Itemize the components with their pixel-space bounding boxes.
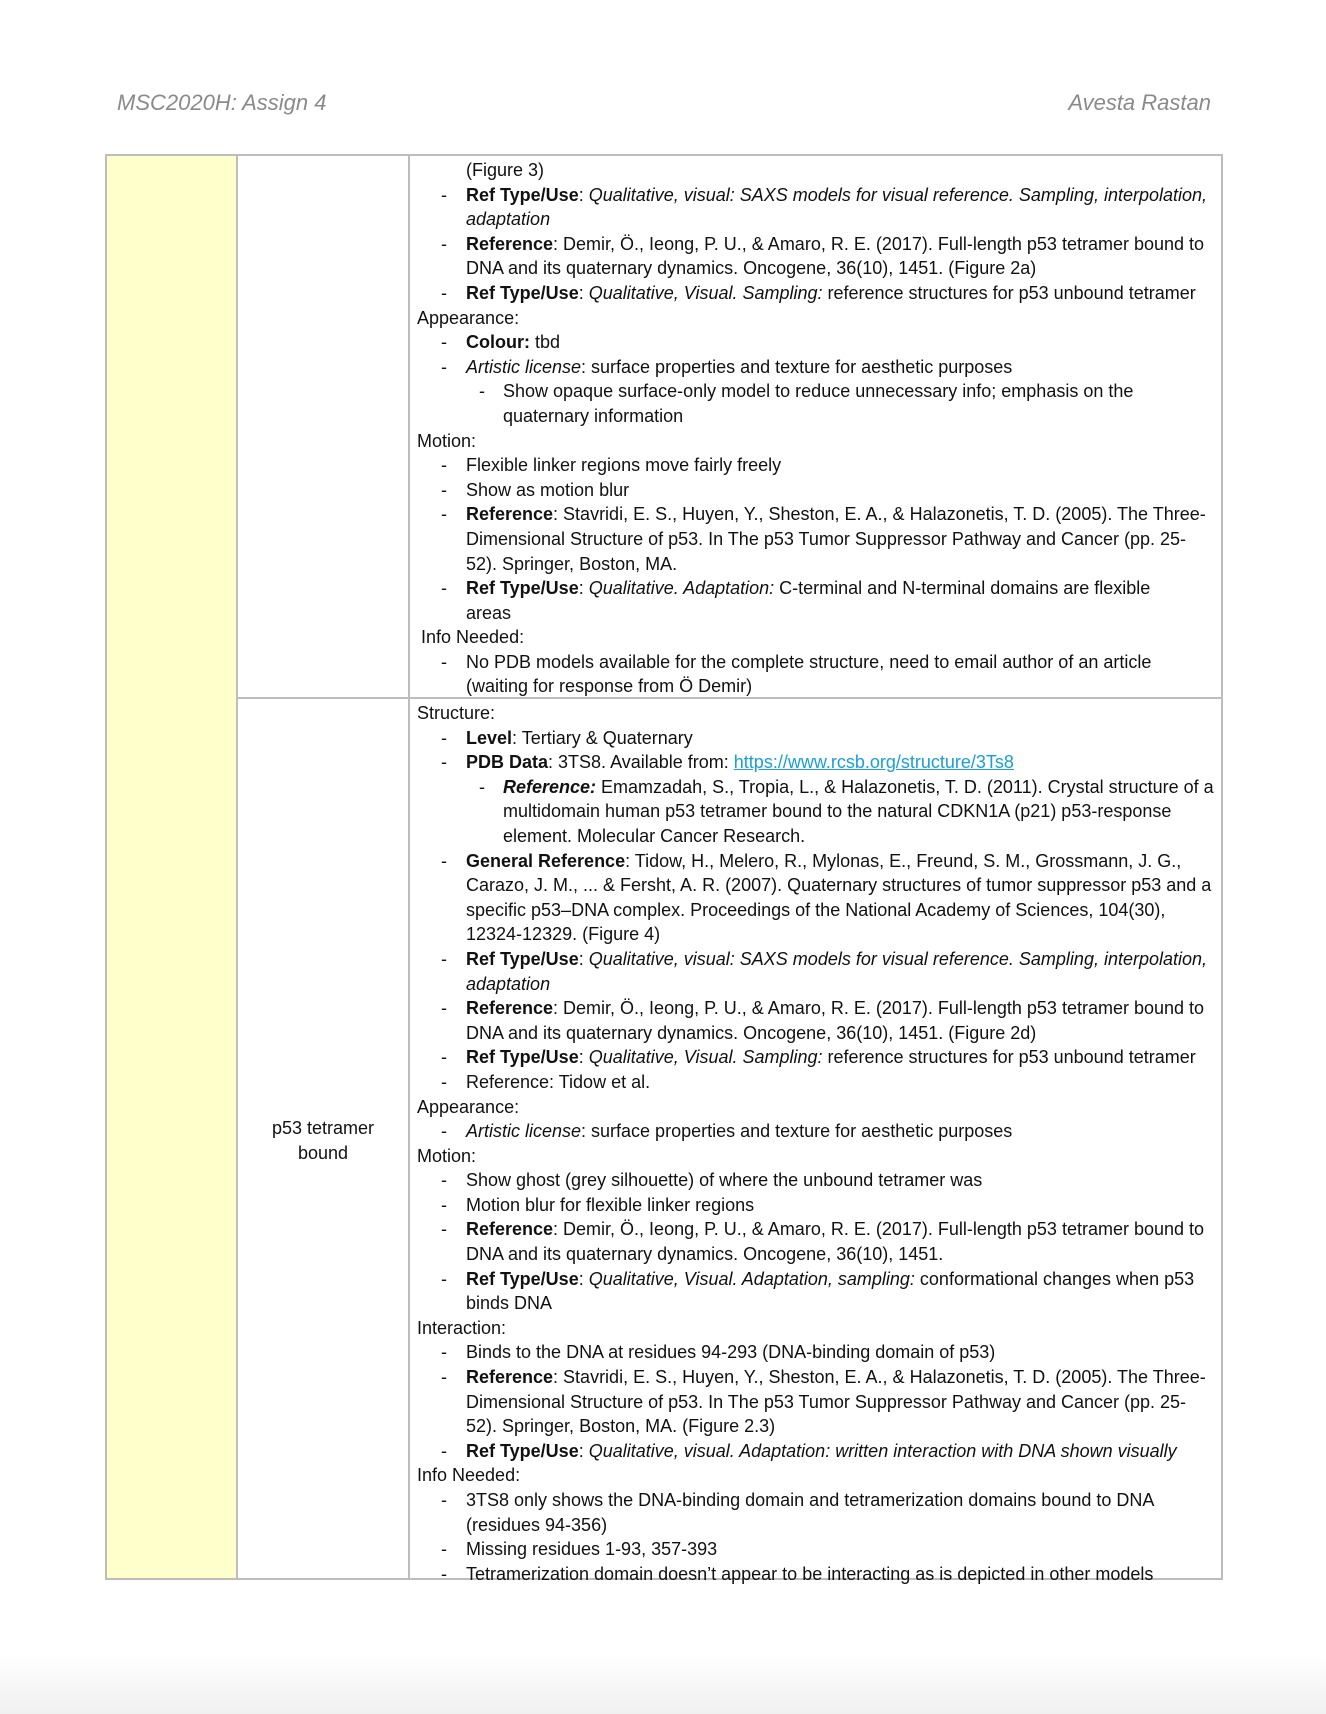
section-heading: Info Needed: — [417, 1465, 521, 1486]
text-line: (waiting for response from Ö Demir) — [466, 676, 753, 697]
list-item: - Ref Type/Use: Qualitative. Adaptation: C-terminal and N-terminal domains are flexible — [417, 576, 1217, 601]
list-item: - Reference: Stavridi, E. S., Huyen, Y., Sheston, E. A., & Halazonetis, T. D. (2005). The Three- — [417, 1365, 1217, 1390]
list-item: - Missing residues 1-93, 357-393 — [417, 1537, 1217, 1562]
list-item: - Reference: Stavridi, E. S., Huyen, Y., Sheston, E. A., & Halazonetis, T. D. (2005). The Three- — [417, 502, 1217, 527]
section-heading: Info Needed: — [421, 627, 525, 648]
text-line: specific p53–DNA complex. Proceedings of the National Academy of Sciences, 104(30), — [466, 899, 1166, 920]
text-line: DNA and its quaternary dynamics. Oncogene, 36(10), 1451. (Figure 2a) — [466, 258, 1037, 279]
sub-list-item: - Reference: Emamzadah, S., Tropia, L., & Halazonetis, T. D. (2011). Crystal structure of a — [417, 775, 1217, 800]
header-course-title: MSC2020H: Assign 4 — [117, 90, 327, 115]
list-item: - Motion blur for flexible linker regions — [417, 1193, 1217, 1218]
sub-list-item: - Show opaque surface-only model to reduce unnecessary info; emphasis on the — [417, 379, 1217, 404]
row-label-line: bound — [297, 1142, 349, 1163]
row-label-p53-tetramer-bound — [236, 1116, 410, 1165]
list-item: - Ref Type/Use: Qualitative, visual: SAXS models for visual reference. Sampling, interpolation, — [417, 183, 1217, 208]
list-item: - Reference: Demir, Ö., Ieong, P. U., & Amaro, R. E. (2017). Full-length p53 tetramer bound to — [417, 1217, 1217, 1242]
text-line: 12324-12329. (Figure 4) — [466, 924, 661, 945]
table-label-column — [236, 156, 410, 1578]
list-item: - Reference: Demir, Ö., Ieong, P. U., & Amaro, R. E. (2017). Full-length p53 tetramer bound to — [417, 996, 1217, 1021]
list-item: - Reference: Tidow et al. — [417, 1070, 1217, 1095]
list-item: - Flexible linker regions move fairly freely — [417, 453, 1217, 478]
section-heading: Appearance: — [417, 307, 520, 328]
list-item: - No PDB models available for the complete structure, need to email author of an article — [417, 650, 1217, 675]
row-label-line: p53 tetramer — [271, 1118, 375, 1138]
text-line: element. Molecular Cancer Research. — [503, 825, 806, 846]
list-item: - Tetramerization domain doesn’t appear to be interacting as is depicted in other models — [417, 1562, 1217, 1587]
text-line: binds DNA — [466, 1293, 553, 1314]
list-item: - Ref Type/Use: Qualitative, Visual. Sampling: reference structures for p53 unbound tetramer — [417, 1045, 1217, 1070]
text-line: Dimensional Structure of p53. In The p53 Tumor Suppressor Pathway and Cancer (pp. 25- — [466, 528, 1187, 549]
text-line: multidomain human p53 tetramer bound to the natural CDKN1A (p21) p53-response — [503, 801, 1172, 822]
text-line: DNA and its quaternary dynamics. Oncogene, 36(10), 1451. — [466, 1244, 944, 1265]
list-item: - Level: Tertiary & Quaternary — [417, 726, 1217, 751]
text-line: quaternary information — [503, 405, 684, 426]
table-color-column — [107, 156, 238, 1578]
text-line: areas — [466, 602, 512, 623]
text-line: Carazo, J. M., ... & Fersht, A. R. (2007). Quaternary structures of tumor suppressor p53 and a — [466, 875, 1212, 896]
table-cell-unbound-continued — [417, 158, 1217, 699]
text-line: 52). Springer, Boston, MA. (Figure 2.3) — [466, 1416, 776, 1437]
list-item: - Show ghost (grey silhouette) of where the unbound tetramer was — [417, 1168, 1217, 1193]
text-line: (residues 94-356) — [466, 1514, 608, 1535]
text-line: DNA and its quaternary dynamics. Oncogene, 36(10), 1451. (Figure 2d) — [466, 1022, 1037, 1043]
page-bottom-shadow — [0, 1654, 1326, 1714]
text-line: adaptation — [466, 973, 551, 994]
section-heading: Motion: — [417, 430, 477, 451]
list-item: - Colour: tbd — [417, 330, 1217, 355]
assignment-table — [105, 154, 1223, 1584]
section-heading: Appearance: — [417, 1096, 520, 1117]
list-item: - General Reference: Tidow, H., Melero, R., Mylonas, E., Freund, S. M., Grossmann, J. G., — [417, 849, 1217, 874]
text-line: adaptation — [466, 209, 551, 230]
text-line: (Figure 3) — [466, 160, 545, 180]
header-author: Avesta Rastan — [1068, 90, 1211, 115]
list-item: - Ref Type/Use: Qualitative, Visual. Sampling: reference structures for p53 unbound tetramer — [417, 281, 1217, 306]
section-heading: Motion: — [417, 1145, 477, 1166]
list-item: - 3TS8 only shows the DNA-binding domain and tetramerization domains bound to DNA — [417, 1488, 1217, 1513]
list-item: - Reference: Demir, Ö., Ieong, P. U., & Amaro, R. E. (2017). Full-length p53 tetramer bound to — [417, 232, 1217, 257]
list-item: - Artistic license: surface properties and texture for aesthetic purposes — [417, 355, 1217, 380]
text-line: Dimensional Structure of p53. In The p53 Tumor Suppressor Pathway and Cancer (pp. 25- — [466, 1391, 1187, 1412]
section-heading: Structure: — [417, 703, 496, 723]
list-item: - Artistic license: surface properties and texture for aesthetic purposes — [417, 1119, 1217, 1144]
list-item: - Ref Type/Use: Qualitative, visual: SAXS models for visual reference. Sampling, interpolation, — [417, 947, 1217, 972]
text-line: 52). Springer, Boston, MA. — [466, 553, 678, 574]
list-item: - Ref Type/Use: Qualitative, visual. Adaptation: written interaction with DNA shown visually — [417, 1439, 1217, 1464]
list-item: - Ref Type/Use: Qualitative, Visual. Adaptation, sampling: conformational changes when p53 — [417, 1267, 1217, 1292]
section-heading: Interaction: — [417, 1317, 507, 1338]
list-item: - Binds to the DNA at residues 94-293 (DNA-binding domain of p53) — [417, 1340, 1217, 1365]
list-item: - PDB Data: 3TS8. Available from: https://www.rcsb.org/structure/3Ts8 — [417, 750, 1217, 775]
table-cell-tetramer-bound — [417, 701, 1217, 1586]
pdb-link[interactable]: https://www.rcsb.org/structure/3Ts8 — [733, 752, 1014, 773]
list-item: - Show as motion blur — [417, 478, 1217, 503]
